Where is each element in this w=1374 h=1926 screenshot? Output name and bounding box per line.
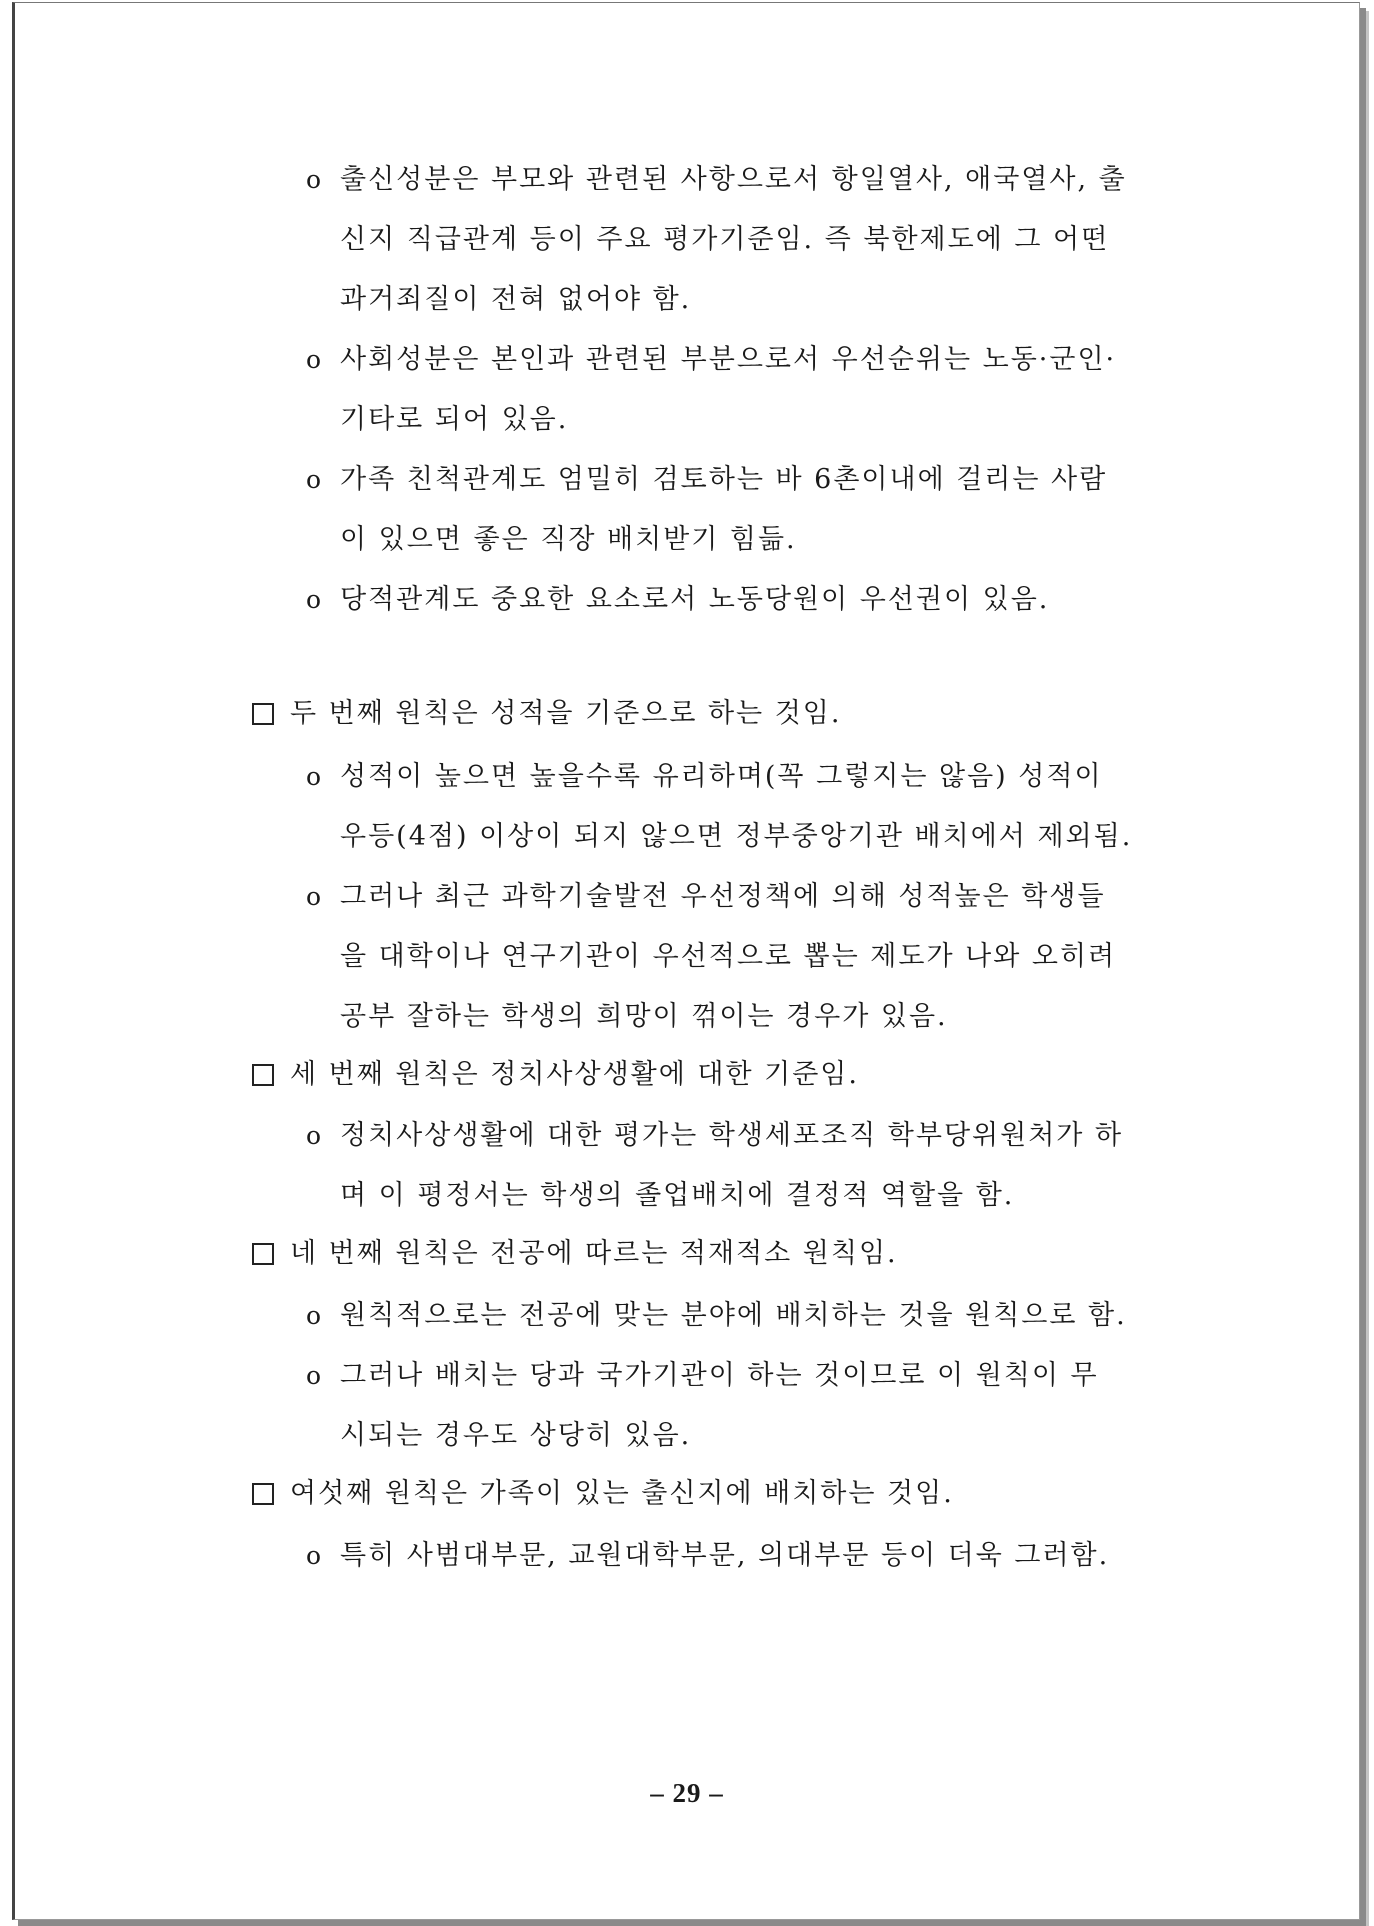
text: 당적관계도 중요한 요소로서 노동당원이 우선권이 있음. — [340, 584, 1050, 615]
paragraph-line — [306, 1536, 1109, 1576]
checkbox-marker — [252, 703, 274, 725]
checkbox-marker — [252, 1064, 274, 1086]
section-heading: 여섯째 원칙은 가족이 있는 출신지에 배치하는 것임. — [290, 1478, 954, 1509]
checkbox-marker — [252, 1483, 274, 1505]
text: 성적이 높으면 높을수록 유리하며(꼭 그렇지는 않음) 성적이 — [340, 761, 1103, 792]
paragraph-line: 우등(4점) 이상이 되지 않으면 정부중앙기관 배치에서 제외됨. — [340, 821, 1133, 852]
section-heading: 네 번째 원칙은 전공에 따르는 적재적소 원칙임. — [290, 1238, 898, 1269]
bullet-marker: o — [306, 585, 324, 614]
paragraph-line — [306, 757, 1103, 797]
bullet-marker: o — [306, 465, 324, 494]
bullet-marker: o — [306, 1121, 324, 1150]
bullet-marker: o — [306, 1361, 324, 1390]
paragraph-line: 신지 직급관계 등이 주요 평가기준임. 즉 북한제도에 그 어떤 — [340, 224, 1110, 255]
paragraph-line — [306, 340, 1116, 380]
checkbox-marker — [252, 1243, 274, 1265]
paragraph-line: 며 이 평정서는 학생의 졸업배치에 결정적 역할을 함. — [340, 1180, 1015, 1211]
bullet-marker: o — [306, 762, 324, 791]
text: 정치사상생활에 대한 평가는 학생세포조직 학부당위원처가 하 — [340, 1120, 1124, 1151]
paragraph-line — [306, 460, 1107, 500]
paragraph-line — [306, 1296, 1127, 1336]
bullet-marker: o — [306, 165, 324, 194]
paragraph-line: 과거죄질이 전혀 없어야 함. — [340, 284, 692, 315]
bullet-marker: o — [306, 882, 324, 911]
paragraph-line — [306, 877, 1106, 917]
bullet-marker: o — [306, 345, 324, 374]
bullet-marker: o — [306, 1541, 324, 1570]
paragraph-line: 을 대학이나 연구기관이 우선적으로 뽑는 제도가 나와 오히려 — [340, 941, 1117, 972]
page-number: – 29 – — [650, 1778, 724, 1808]
text: 특히 사범대부문, 교원대학부문, 의대부문 등이 더욱 그러함. — [340, 1540, 1110, 1571]
text: 출신성분은 부모와 관련된 사항으로서 항일열사, 애국열사, 출 — [340, 164, 1127, 195]
section-heading: 세 번째 원칙은 정치사상생활에 대한 기준임. — [290, 1059, 859, 1090]
text: 그러나 배치는 당과 국가기관이 하는 것이므로 이 원칙이 무 — [340, 1360, 1099, 1391]
paragraph-line: 이 있으면 좋은 직장 배치받기 힘듦. — [340, 524, 797, 555]
section-heading: 두 번째 원칙은 성적을 기준으로 하는 것임. — [290, 698, 842, 729]
paragraph-line: 공부 잘하는 학생의 희망이 꺾이는 경우가 있음. — [340, 1001, 948, 1032]
paragraph-line — [306, 160, 1127, 200]
text: 그러나 최근 과학기술발전 우선정책에 의해 성적높은 학생들 — [340, 881, 1106, 912]
paragraph-line — [306, 580, 1049, 620]
text: 사회성분은 본인과 관련된 부분으로서 우선순위는 노동·군인· — [340, 344, 1117, 375]
text: 원칙적으로는 전공에 맞는 분야에 배치하는 것을 원칙으로 함. — [340, 1300, 1127, 1331]
text: 가족 친척관계도 엄밀히 검토하는 바 6촌이내에 걸리는 사람 — [340, 464, 1108, 495]
paragraph-line — [306, 1356, 1099, 1396]
paragraph-line — [306, 1116, 1123, 1156]
bullet-marker: o — [306, 1301, 324, 1330]
paragraph-line: 시되는 경우도 상당히 있음. — [340, 1420, 692, 1451]
paragraph-line: 기타로 되어 있음. — [340, 404, 569, 435]
